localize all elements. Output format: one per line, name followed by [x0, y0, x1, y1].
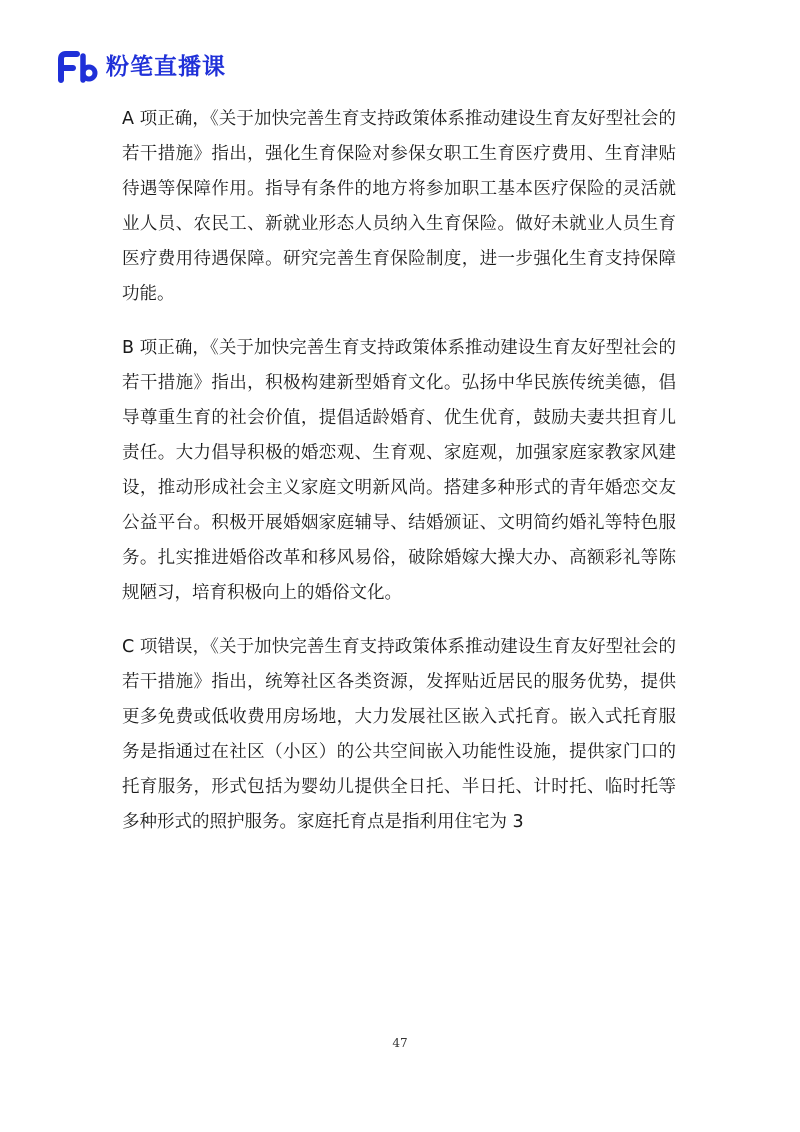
paragraph-b: B 项正确，《关于加快完善生育支持政策体系推动建设生育友好型社会的若干措施》指出，积极构建新型婚育文化。弘扬中华民族传统美德，倡导尊重生育的社会价值，提倡适龄婚育、优生优育，鼓励夫妻共担育儿责任。大力倡导积极的婚恋观、生育观、家庭观，加强家庭家教家风建设，推动形成社会主义家庭文明新风尚。搭建多种形式的青年婚恋交友公益平台。积极开展婚姻家庭辅导、结婚颁证、文明简约婚礼等特色服务。扎实推进婚俗改革和移风易俗，破除婚嫁大操大办、高额彩礼等陈规陋习，培育积极向上的婚俗文化。 — [122, 338, 676, 603]
page-number: 47 — [392, 1036, 408, 1050]
paragraph-c: C 项错误，《关于加快完善生育支持政策体系推动建设生育友好型社会的若干措施》指出，统筹社区各类资源，发挥贴近居民的服务优势，提供更多免费或低收费用房场地，大力发展社区嵌入式托育。嵌入式托育服务是指通过在社区（小区）的公共空间嵌入功能性设施，提供家门口的托育服务，形式包括为婴幼儿提供全日托、半日托、计时托、临时托等多种形式的照护服务。家庭托育点是指利用住宅为 3 — [122, 637, 676, 832]
paragraph-a: A 项正确，《关于加快完善生育支持政策体系推动建设生育友好型社会的若干措施》指出，强化生育保险对参保女职工生育医疗费用、生育津贴待遇等保障作用。指导有条件的地方将参加职工基本医疗保险的灵活就业人员、农民工、新就业形态人员纳入生育保险。做好未就业人员生育医疗费用待遇保障。研究完善生育保险制度，进一步强化生育支持保障功能。 — [122, 109, 676, 304]
fb-logo-icon — [58, 50, 98, 84]
header — [58, 50, 226, 84]
brand-name: 粉笔直播课 — [106, 54, 226, 80]
document-body — [122, 102, 676, 859]
